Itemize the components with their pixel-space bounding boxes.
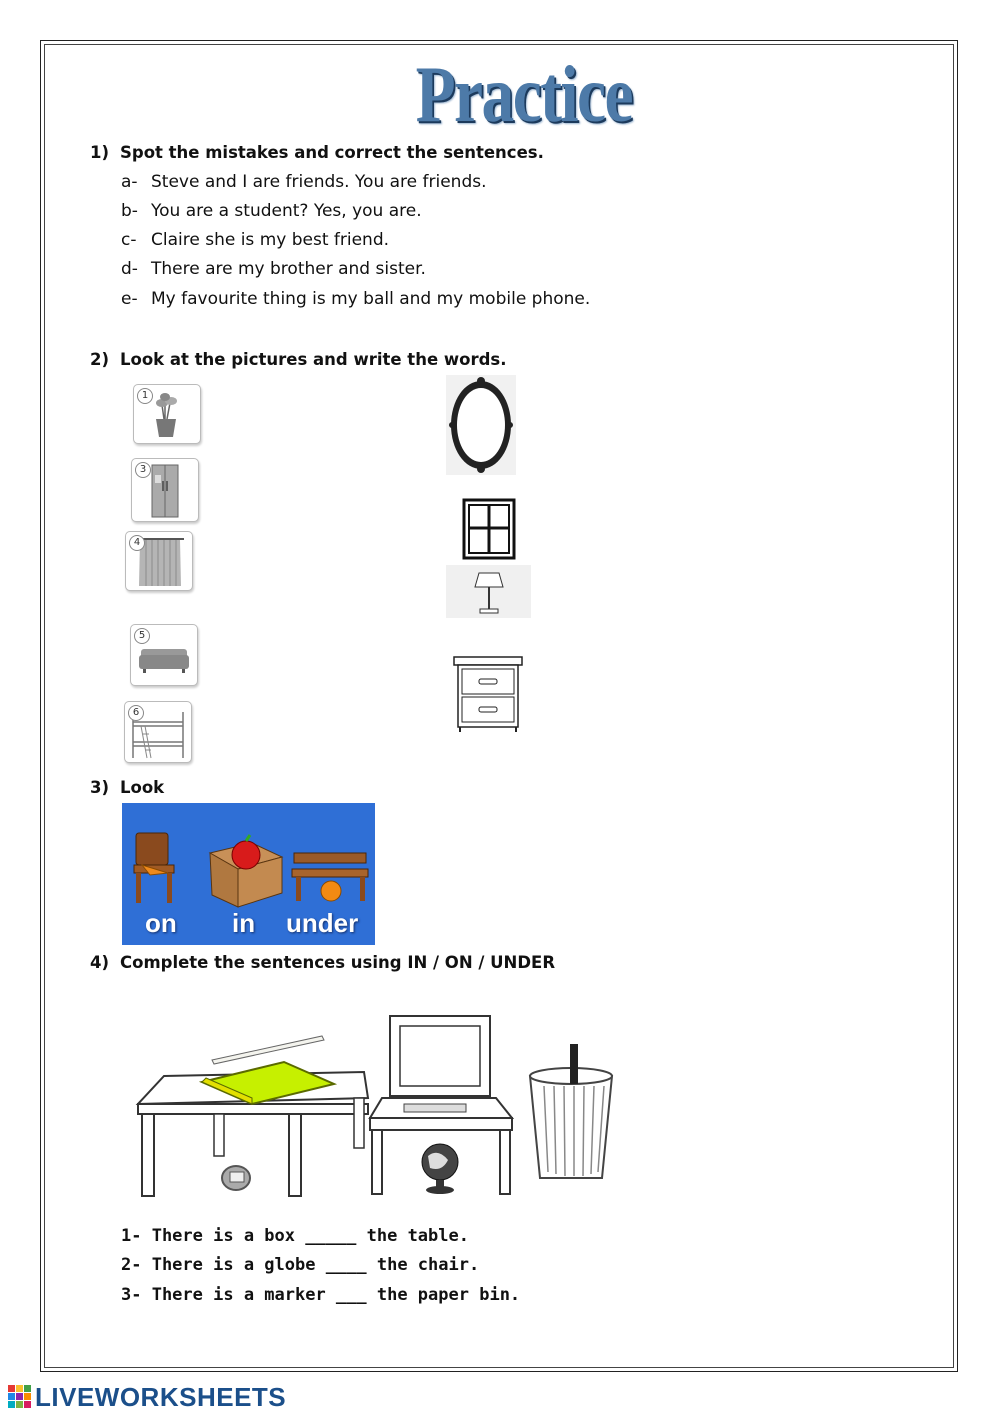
item-text: Steve and I are friends. You are friends. [151,172,487,192]
word-on: on [145,908,177,938]
question-2-number: 2) [90,350,110,369]
item-label: b- [121,201,138,221]
list-item [121,201,422,221]
question-4-text: Complete the sentences using IN / ON / UNDER [120,953,556,972]
lamp-icon [446,565,531,618]
sentence-2: 2- There is a globe ____ the chair. [121,1255,480,1275]
list-item [121,289,590,309]
question-2-heading [90,350,507,369]
liveworksheets-logo[interactable] [8,1381,287,1412]
word-under: under [286,908,359,938]
question-1-text: Spot the mistakes and correct the sentences. [120,143,544,162]
sentence-3: 3- There is a marker ___ the paper bin. [121,1285,521,1305]
item-label: d- [121,259,138,279]
picture-number: 5 [134,628,150,644]
item-text: My favourite thing is my ball and my mobile phone. [151,289,591,309]
logo-blocks-icon [8,1385,32,1409]
picture-number: 3 [135,462,151,478]
item-label: c- [121,230,137,250]
picture-number: 4 [129,535,145,551]
bedside-table-icon [452,655,524,733]
sofa-picture [130,624,198,686]
question-3-text: Look [120,778,165,797]
picture-number: 1 [137,388,153,404]
curtain-picture [125,531,193,591]
question-3-heading [90,778,164,797]
question-4-heading [90,953,555,972]
question-1-number: 1) [90,143,110,162]
classroom-scene [134,1012,614,1202]
logo-text: LIVEWORKSHEETS [35,1381,287,1412]
plant-picture [133,384,201,444]
bunk-bed-picture [124,701,192,763]
item-text: There are my brother and sister. [151,259,426,279]
mirror-icon [446,375,516,475]
sentence-1: 1- There is a box _____ the table. [121,1226,469,1246]
item-text: You are a student? Yes, you are. [151,201,422,221]
list-item [121,259,426,279]
item-label: e- [121,289,138,309]
picture-number: 6 [128,705,144,721]
list-item [121,172,487,192]
item-label: a- [121,172,138,192]
fridge-picture [131,458,199,522]
question-4-number: 4) [90,953,110,972]
question-1-heading [90,143,544,162]
item-text: Claire she is my best friend. [151,230,390,250]
question-2-text: Look at the pictures and write the words. [120,350,507,369]
word-in: in [232,908,256,938]
page-title: Practice [415,51,632,139]
question-3-number: 3) [90,778,110,797]
window-icon [462,498,516,560]
list-item [121,230,389,250]
